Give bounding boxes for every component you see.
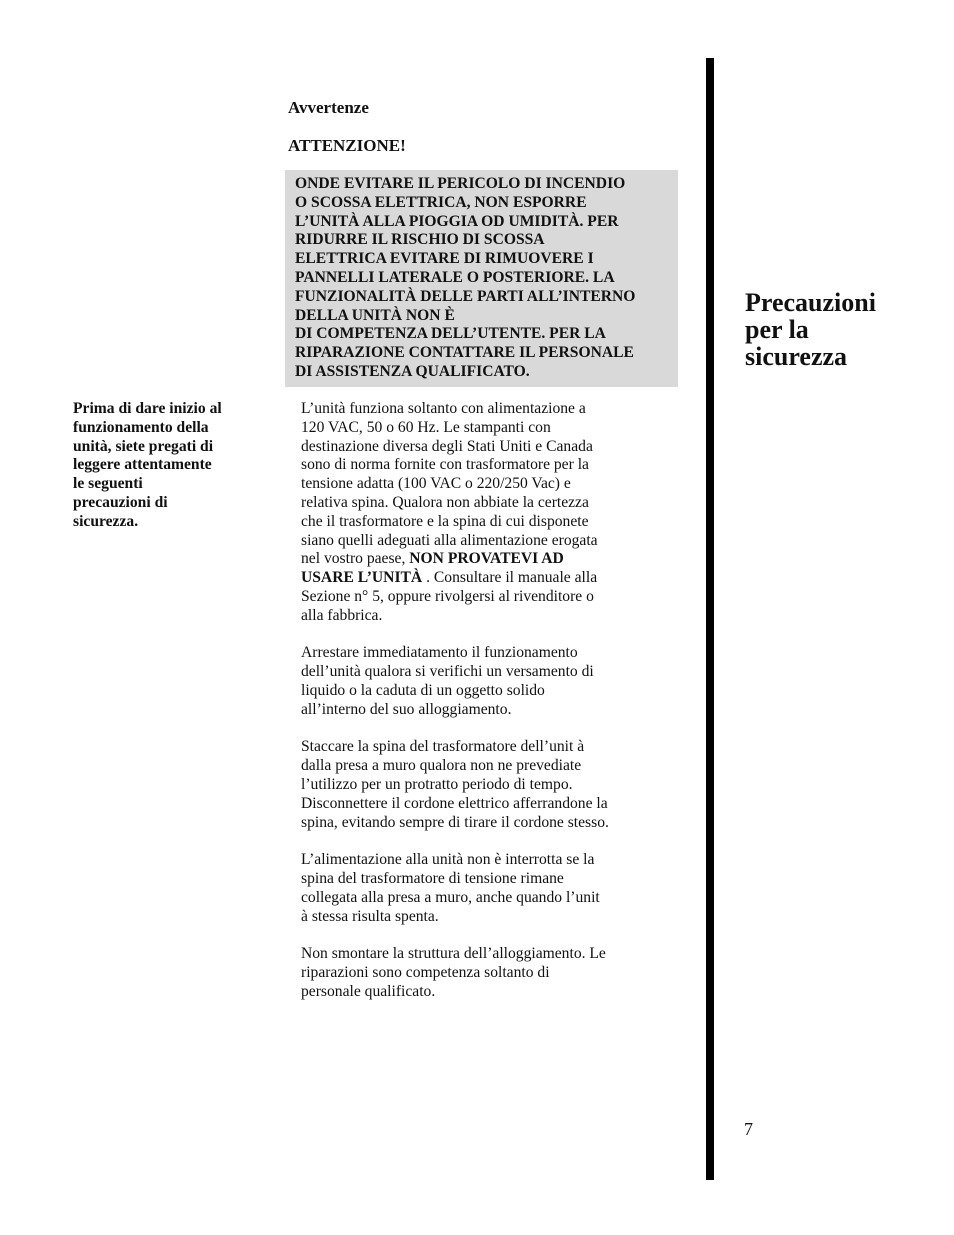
body-text xyxy=(301,400,686,1020)
safety-sidenote: Prima di dare inizio al funzionamento della unità, siete pregati di leggere attentamente le seguenti precauzioni di sicurezza. xyxy=(73,400,222,530)
attenzione-heading: ATTENZIONE! xyxy=(288,136,406,155)
section-title: Precauzioni per la sicurezza xyxy=(745,288,876,371)
vertical-rule xyxy=(706,58,714,1180)
power-text-end: . Consultare il manuale alla Sezione n° 5, oppure rivolgersi al rivenditore o alla fabbrica. xyxy=(301,569,598,624)
power-off-paragraph: L’alimentazione alla unità non è interrotta se la spina del trasformatore di tensione rimane collegata alla presa a muro, anche quando l’unit à stessa risulta spenta. xyxy=(301,851,600,925)
power-text-start: L’unità funziona soltanto con alimentazione a 120 VAC, 50 o 60 Hz. Le stampanti con destinazione diversa degli Stati Uniti e Canada sono di norma fornite con trasformatore per la tensione adatta (100 VAC o 220/250 Vac) e relativa spina. Qualora non abbiate la certezza che il trasformatore e la spina di cui disponete siano quelli adeguati alla alimentazione erogata nel vostro paese, xyxy=(301,400,598,568)
warning-box xyxy=(285,170,678,387)
spill-paragraph: Arrestare immediatamento il funzionamento dell’unità qualora si verifichi un versamento di liquido o la caduta di un oggetto solido all’interno del suo alloggiamento. xyxy=(301,644,594,718)
avvertenze-heading: Avvertenze xyxy=(288,98,369,117)
power-paragraph xyxy=(301,400,686,626)
unplug-paragraph: Staccare la spina del trasformatore dell’unit à dalla presa a muro qualora non ne prevediate l’utilizzo per un protratto periodo di tempo. Disconnettere il cordone elettrico afferrandone la spina, evitando sempre di tirare il cordone stesso. xyxy=(301,738,609,831)
disassembly-paragraph: Non smontare la struttura dell’alloggiamento. Le riparazioni sono competenza soltanto di personale qualificato. xyxy=(301,945,606,1000)
page-number: 7 xyxy=(744,1119,753,1139)
power-warning-bold: NON PROVATEVI AD USARE L’UNITÀ xyxy=(301,550,564,587)
warning-text: ONDE EVITARE IL PERICOLO DI INCENDIO O SCOSSA ELETTRICA, NON ESPORRE L’UNITÀ ALLA PIOGGIA OD UMIDITÀ. PER RIDURRE IL RISCHIO DI SCOSSA ELETTRICA EVITARE DI RIMUOVERE I PANNELLI LATERALE O POSTERIORE. LA FUNZIONALITÀ DELLE PARTI ALL’INTERNO DELLA UNITÀ NON È DI COMPETENZA DELL’UTENTE. PER LA RIPARAZIONE CONTATTARE IL PERSONALE DI ASSISTENZA QUALIFICATO. xyxy=(295,175,636,380)
